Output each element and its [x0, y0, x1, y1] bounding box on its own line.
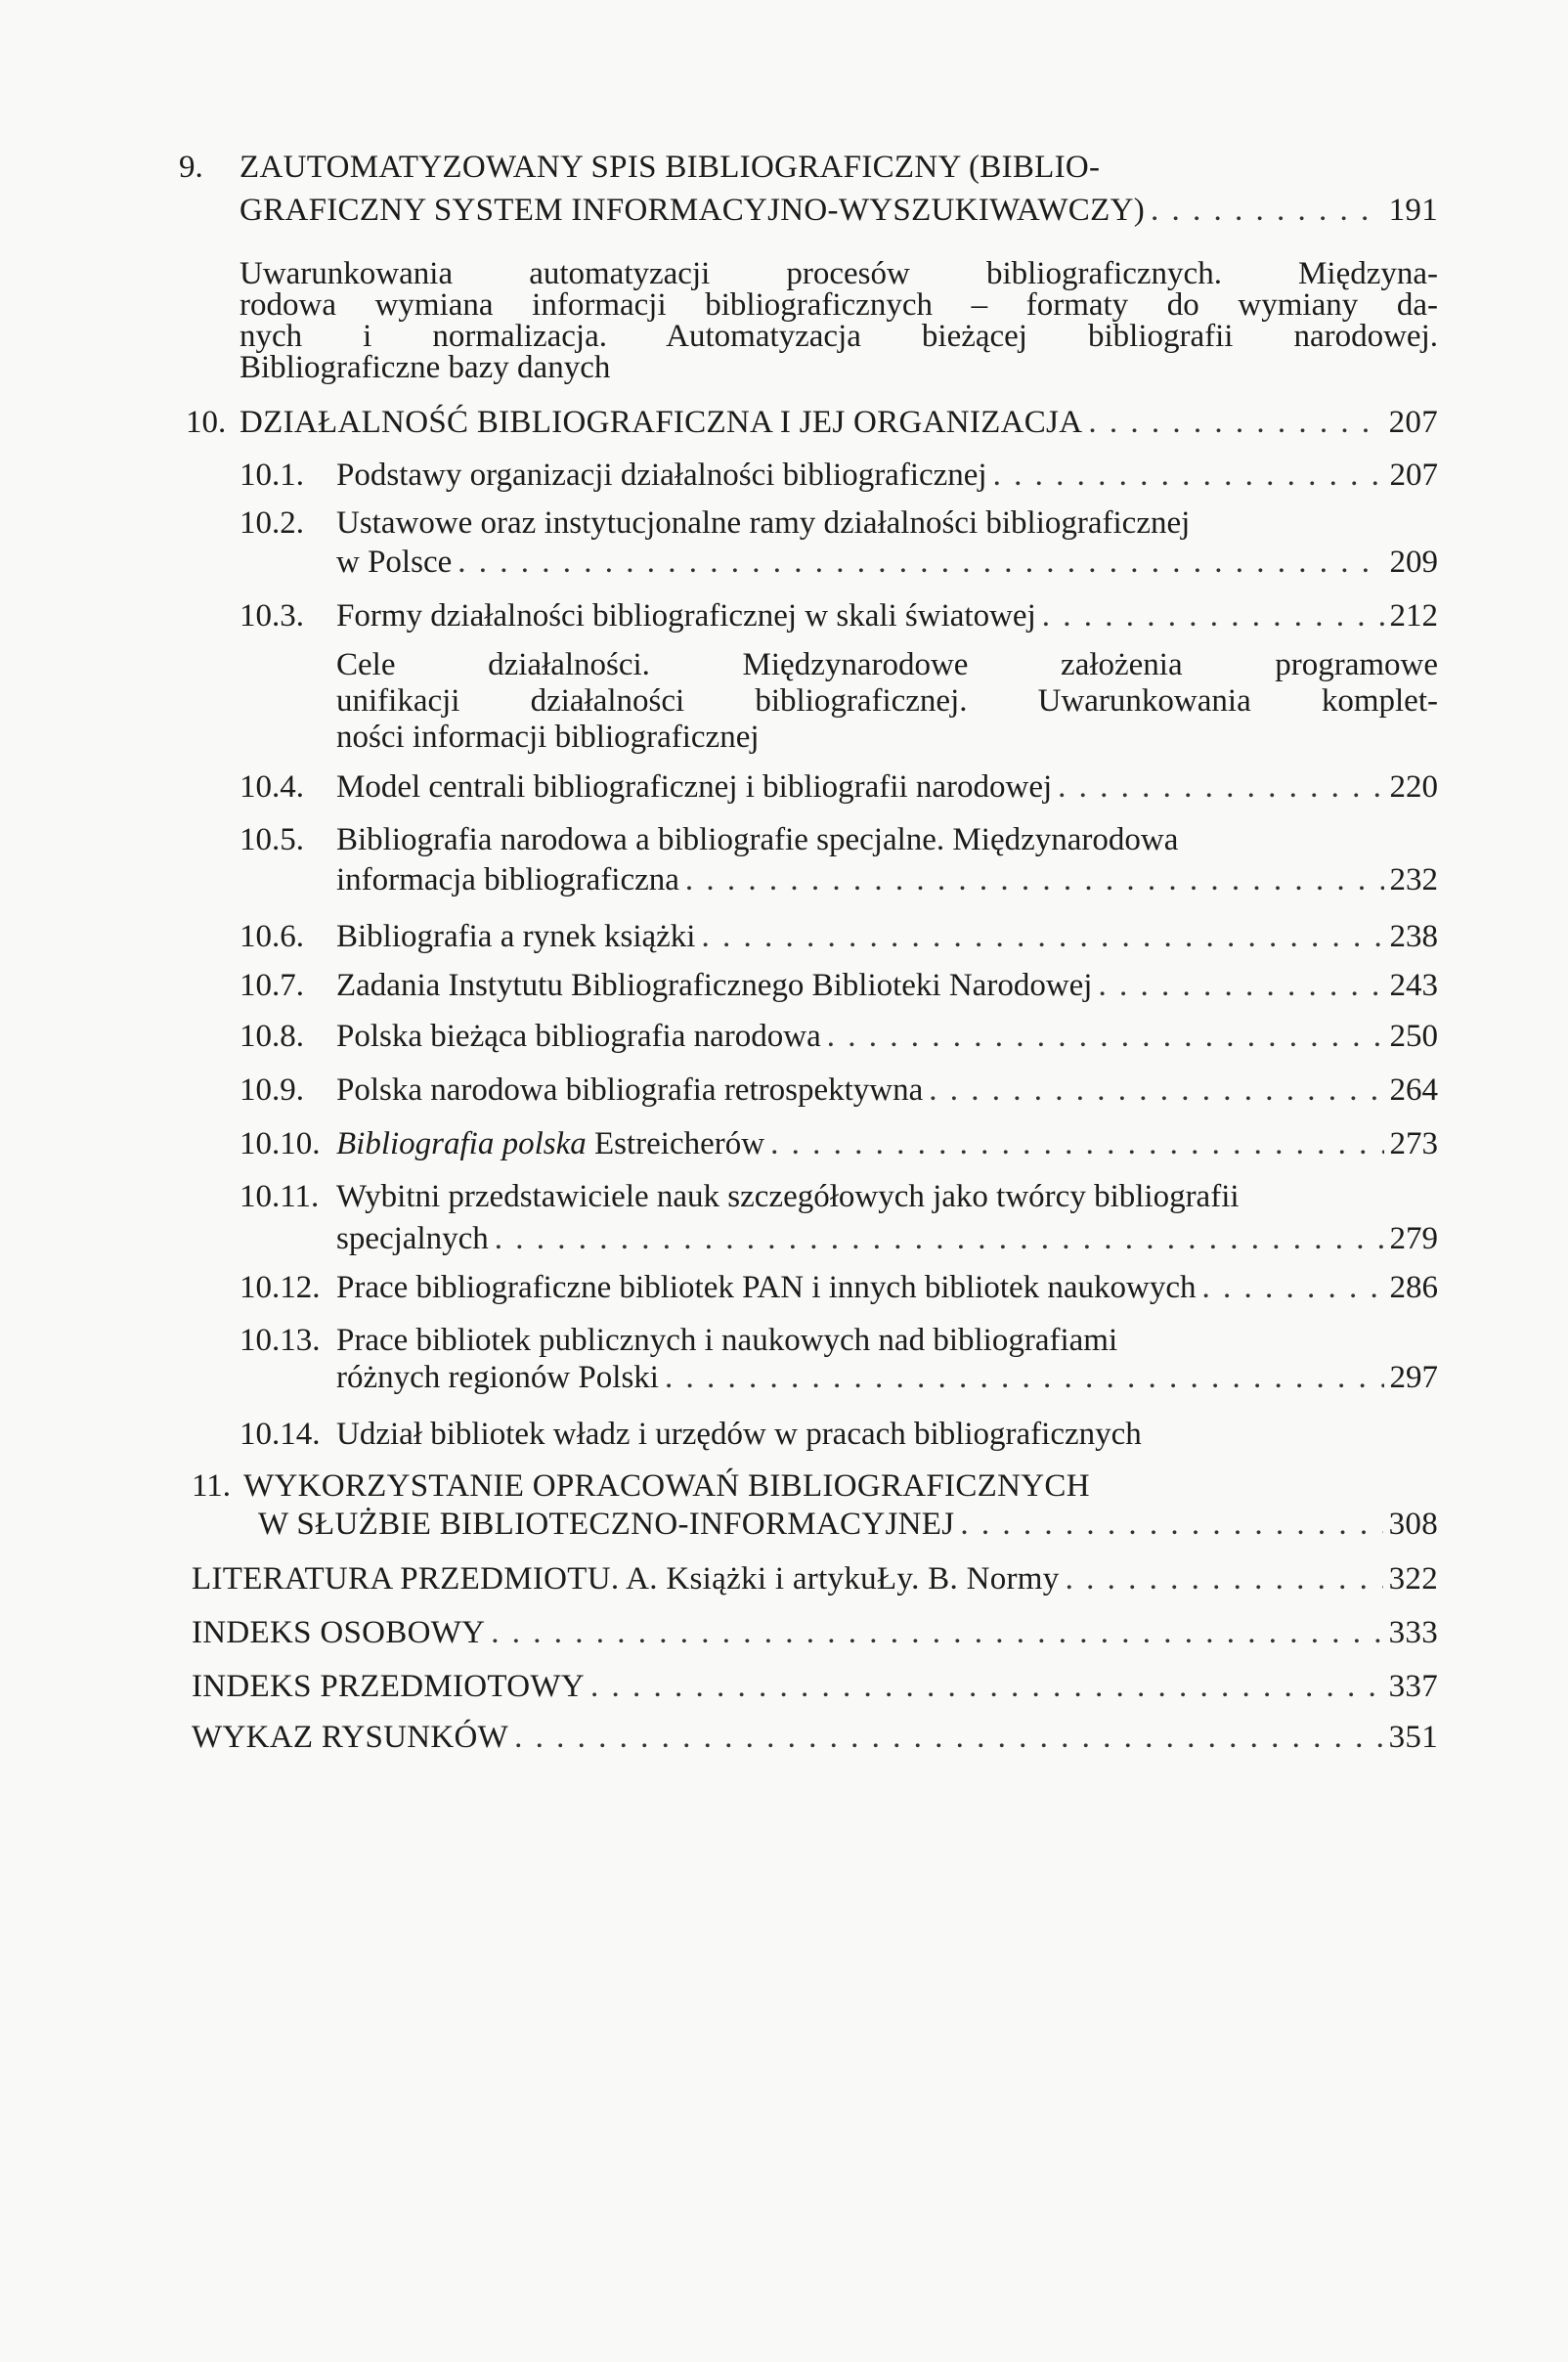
toc-title: INDEKS OSOBOWY — [192, 1615, 486, 1650]
page-number: 238 — [1389, 919, 1438, 954]
page-number: 207 — [1389, 458, 1438, 493]
toc-entry-10-2[interactable] — [336, 543, 1438, 582]
dot-leader — [514, 1718, 1382, 1757]
dot-leader — [1066, 1559, 1383, 1598]
dot-leader — [495, 1219, 1384, 1258]
section-description — [336, 647, 1438, 756]
toc-number: 10.4. — [240, 769, 304, 805]
dot-leader — [1098, 966, 1383, 1005]
dot-leader — [1042, 596, 1384, 635]
toc-number: 10.2. — [240, 505, 304, 541]
toc-title — [336, 1124, 764, 1163]
toc-number: 10.10. — [240, 1126, 321, 1161]
toc-number: 10. — [186, 405, 227, 440]
toc-entry-10-11[interactable] — [336, 1219, 1438, 1258]
dot-leader — [993, 456, 1384, 495]
page-number: 212 — [1389, 598, 1438, 634]
dot-leader — [590, 1667, 1383, 1706]
dot-leader — [685, 860, 1384, 899]
toc-entry-10-3[interactable] — [336, 596, 1438, 635]
dot-leader — [1202, 1268, 1384, 1307]
page-number: 297 — [1389, 1360, 1438, 1395]
toc-title: ZAUTOMATYZOWANY SPIS BIBLIOGRAFICZNY (BIBLIO- — [240, 150, 1101, 185]
toc-entry-10-1[interactable] — [336, 456, 1438, 495]
dot-leader — [960, 1505, 1382, 1544]
toc-title: różnych regionów Polski — [336, 1360, 659, 1395]
page-number: 322 — [1388, 1561, 1438, 1597]
toc-entry-wykaz-rysunkow[interactable] — [192, 1718, 1438, 1757]
toc-entry-10-5[interactable] — [336, 860, 1438, 899]
toc-entry-literatura[interactable] — [192, 1559, 1438, 1598]
toc-number: 10.11. — [240, 1179, 320, 1214]
toc-entry-10-11-line1 — [336, 1177, 1438, 1216]
page-number: 279 — [1389, 1221, 1438, 1256]
toc-title: LITERATURA PRZEDMIOTU. A. Książki i artykuŁy. B. Normy — [192, 1561, 1060, 1597]
toc-title: Bibliografia a rynek książki — [336, 919, 696, 954]
toc-title: W SŁUŻBIE BIBLIOTECZNO-INFORMACYJNEJ — [258, 1507, 955, 1542]
dot-leader — [1088, 403, 1382, 442]
toc-entry-10-13-line1 — [336, 1321, 1438, 1360]
toc-entry-9[interactable] — [240, 191, 1438, 230]
toc-entry-10-10[interactable] — [336, 1124, 1438, 1163]
toc-entry-10-12[interactable] — [336, 1268, 1438, 1307]
page-number: 337 — [1388, 1669, 1438, 1704]
toc-title: Ustawowe oraz instytucjonalne ramy działalności bibliograficznej — [336, 505, 1191, 541]
toc-entry-11[interactable] — [258, 1505, 1438, 1544]
page-number: 220 — [1389, 769, 1438, 805]
toc-entry-10-7[interactable] — [336, 966, 1438, 1005]
toc-entry-indeks-przedmiotowy[interactable] — [192, 1667, 1438, 1706]
page-number: 351 — [1388, 1720, 1438, 1755]
toc-title: Polska bieżąca bibliografia narodowa — [336, 1019, 821, 1054]
page-number: 286 — [1389, 1270, 1438, 1305]
page-number: 209 — [1389, 545, 1438, 580]
description-line: Cele działalności. Międzynarodowe założenia programowe — [336, 647, 1438, 682]
toc-number: 10.3. — [240, 598, 304, 634]
toc-number: 11. — [192, 1468, 232, 1504]
toc-title: INDEKS PRZEDMIOTOWY — [192, 1669, 585, 1704]
dot-leader — [770, 1124, 1383, 1163]
description-line: unifikacji działalności bibliograficznej. Uwarunkowania komplet- — [336, 683, 1438, 719]
dot-leader — [1058, 767, 1383, 807]
toc-entry-10-8[interactable] — [336, 1017, 1438, 1056]
toc-number: 10.9. — [240, 1072, 304, 1108]
toc-entry-10[interactable] — [240, 403, 1438, 442]
toc-entry-10-4[interactable] — [336, 767, 1438, 807]
toc-title: Model centrali bibliograficznej i bibliografii narodowej — [336, 769, 1053, 805]
toc-entry-10-9[interactable] — [336, 1071, 1438, 1110]
toc-title: Prace bibliograficzne bibliotek PAN i innych bibliotek naukowych — [336, 1270, 1197, 1305]
toc-number: 10.5. — [240, 822, 304, 857]
toc-number: 10.12. — [240, 1270, 321, 1305]
toc-number: 10.14. — [240, 1417, 321, 1452]
toc-title: specjalnych — [336, 1221, 489, 1256]
toc-number: 10.6. — [240, 919, 304, 954]
toc-entry-10-5-line1 — [336, 820, 1438, 859]
description-line: rodowa wymiana informacji bibliograficznych – formaty do wymiany da- — [240, 287, 1438, 323]
toc-title: Polska narodowa bibliografia retrospektywna — [336, 1072, 924, 1108]
dot-leader — [491, 1613, 1382, 1652]
dot-leader — [701, 917, 1383, 956]
toc-number: 10.13. — [240, 1323, 321, 1358]
toc-entry-indeks-osobowy[interactable] — [192, 1613, 1438, 1652]
toc-entry-11-line1 — [243, 1466, 1438, 1506]
toc-title: Bibliografia narodowa a bibliografie specjalne. Międzynarodowa — [336, 822, 1179, 857]
dot-leader — [457, 543, 1383, 582]
page-number: 308 — [1388, 1507, 1438, 1542]
page-number: 232 — [1389, 862, 1438, 897]
toc-title: DZIAŁALNOŚĆ BIBLIOGRAFICZNA I JEJ ORGANIZACJA — [240, 405, 1083, 440]
description-line: Bibliograficzne bazy danych — [240, 350, 611, 385]
toc-title: w Polsce — [336, 545, 453, 580]
page-number: 333 — [1388, 1615, 1438, 1650]
toc-title: WYKAZ RYSUNKÓW — [192, 1720, 509, 1755]
dot-leader — [827, 1017, 1384, 1056]
toc-entry-10-13[interactable] — [336, 1358, 1438, 1397]
toc-title: informacja bibliograficzna — [336, 862, 679, 897]
page-number: 250 — [1389, 1019, 1438, 1054]
page-number: 207 — [1388, 405, 1438, 440]
page-number: 273 — [1389, 1126, 1438, 1161]
dot-leader — [1151, 191, 1383, 230]
toc-entry-10-6[interactable] — [336, 917, 1438, 956]
description-line: nych i normalizacja. Automatyzacja bieżącej bibliografii narodowej. — [240, 319, 1438, 354]
toc-title: WYKORZYSTANIE OPRACOWAŃ BIBLIOGRAFICZNYCH — [243, 1468, 1090, 1504]
dot-leader — [665, 1358, 1384, 1397]
toc-title: Zadania Instytutu Bibliograficznego Biblioteki Narodowej — [336, 968, 1093, 1003]
toc-entry-9-line1 — [240, 148, 1438, 187]
toc-title: Wybitni przedstawiciele nauk szczegółowych jako twórcy bibliografii — [336, 1179, 1240, 1214]
description-line: ności informacji bibliograficznej — [336, 720, 760, 755]
toc-title-italic: Bibliografia polska — [336, 1126, 587, 1161]
toc-number: 10.7. — [240, 968, 304, 1003]
page-number: 264 — [1389, 1072, 1438, 1108]
section-description — [240, 258, 1438, 383]
toc-number: 10.1. — [240, 458, 304, 493]
toc-title: GRAFICZNY SYSTEM INFORMACYJNO-WYSZUKIWAWCZY) — [240, 193, 1146, 228]
toc-title: Podstawy organizacji działalności bibliograficznej — [336, 458, 987, 493]
toc-title: Udział bibliotek władz i urzędów w pracach bibliograficznych — [336, 1417, 1142, 1452]
toc-number: 9. — [179, 150, 203, 185]
toc-title: Formy działalności bibliograficznej w skali światowej — [336, 598, 1036, 634]
toc-title: Prace bibliotek publicznych i naukowych nad bibliografiami — [336, 1323, 1118, 1358]
description-line: Uwarunkowania automatyzacji procesów bibliograficznych. Międzyna- — [240, 256, 1438, 291]
toc-entry-10-14[interactable] — [336, 1415, 1438, 1454]
dot-leader — [929, 1071, 1383, 1110]
page-number: 243 — [1389, 968, 1438, 1003]
toc-entry-10-2-line1 — [336, 503, 1438, 543]
page-number: 191 — [1388, 193, 1438, 228]
toc-number: 10.8. — [240, 1019, 304, 1054]
toc-title-rest: Estreicherów — [586, 1126, 765, 1161]
